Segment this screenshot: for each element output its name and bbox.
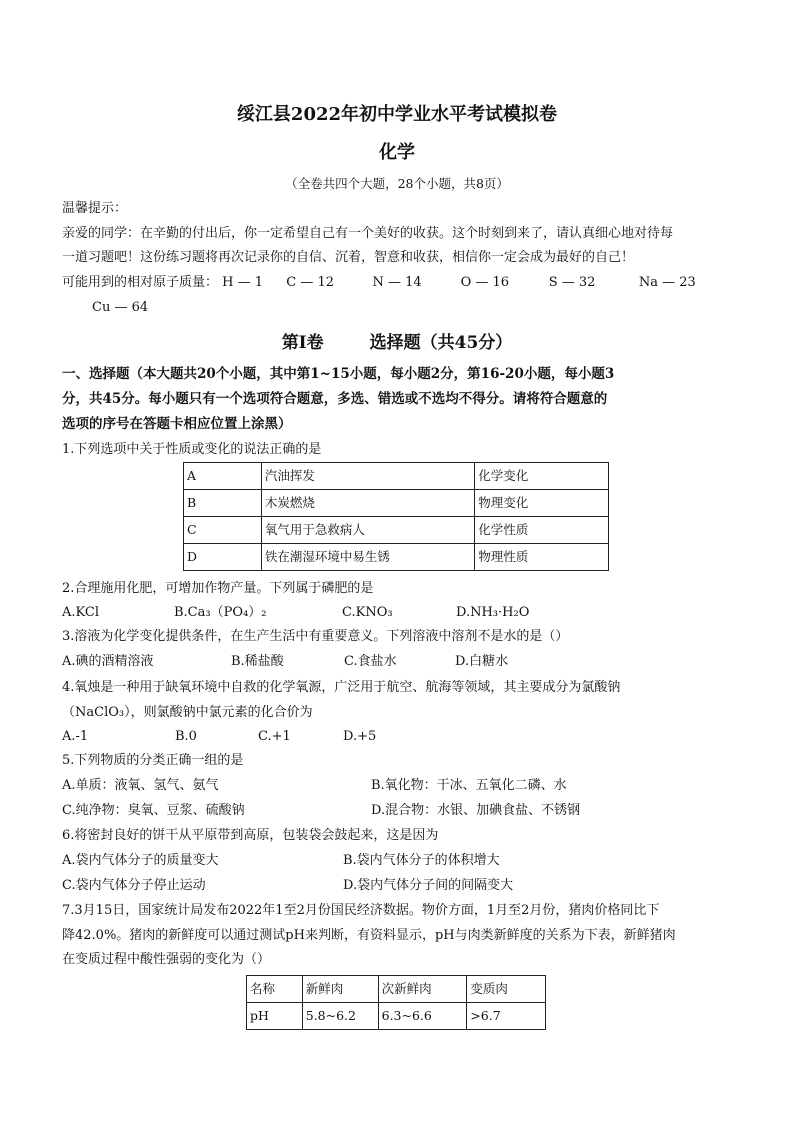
q1-option-item: 木炭燃烧 — [261, 490, 474, 517]
table-cell: pH — [247, 1003, 303, 1030]
q7-stem-2: 降42.0%。猪肉的新鲜度可以通过测试pH来判断，有资料显示，pH与肉类新鲜度的关系为下表，新鲜猪肉 — [62, 928, 676, 943]
instruction-line-2: 分，共45分。每小题只有一个选项符合题意，多选、错选或不选均不得分。请将符合题意的 — [62, 391, 608, 407]
q2-option-c: C.KNO₃ — [342, 605, 393, 620]
q1-option-type: 物理变化 — [475, 490, 609, 517]
q1-table — [183, 462, 609, 571]
mass-n: N — 14 — [372, 275, 422, 290]
table-row — [184, 490, 609, 517]
q5-option-c: C.纯净物：臭氧、豆浆、硫酸钠 — [62, 803, 245, 818]
section-name: 选择题（共45分） — [369, 333, 513, 353]
table-header-cell: 新鲜肉 — [302, 976, 378, 1003]
table-header-cell: 名称 — [247, 976, 303, 1003]
mass-cu: Cu — 64 — [92, 300, 149, 315]
q4-option-b: B.0 — [175, 729, 197, 744]
instruction-line-1: 一、选择题（本大题共20个小题，其中第1~15小题，每小题2分，第16-20小题，每小题3 — [62, 366, 615, 382]
table-cell: >6.7 — [467, 1003, 546, 1030]
q5-option-a: A.单质：液氧、氢气、氨气 — [62, 778, 219, 793]
atomic-mass-line — [62, 273, 696, 293]
q1-option-item: 铁在潮湿环境中易生锈 — [261, 544, 474, 571]
table-row — [247, 976, 546, 1003]
q2-option-d: D.NH₃·H₂O — [456, 605, 530, 620]
mass-s: S — 32 — [548, 275, 596, 290]
table-cell: 6.3~6.6 — [378, 1003, 467, 1030]
q1-option-type: 化学性质 — [475, 517, 609, 544]
section-heading — [0, 328, 794, 353]
q7-ph-table — [246, 975, 546, 1030]
mass-o: O — 16 — [460, 275, 510, 290]
table-row — [184, 463, 609, 490]
q4-stem-2: （NaClO₃），则氯酸钠中氯元素的化合价为 — [62, 705, 313, 720]
q1-option-type: 化学变化 — [475, 463, 609, 490]
mass-c: C — 12 — [286, 275, 335, 290]
q4-stem-1: 4.氧烛是一种用于缺氧环境中自救的化学氧源，广泛用于航空、航海等领域，其主要成分为氯酸钠 — [62, 680, 621, 695]
exam-title: 绥江县2022年初中学业水平考试模拟卷 — [236, 104, 558, 125]
q4-option-c: C.+1 — [258, 729, 291, 744]
q3-stem: 3.溶液为化学变化提供条件，在生产生活中有重要意义。下列溶液中溶剂不是水的是（） — [62, 629, 569, 644]
q6-option-b: B.袋内气体分子的体积增大 — [343, 853, 500, 868]
q3-option-c: C.食盐水 — [344, 654, 397, 669]
tips-label: 温馨提示： — [62, 201, 128, 216]
q6-option-c: C.袋内气体分子停止运动 — [62, 878, 206, 893]
table-header-cell: 变质肉 — [467, 976, 546, 1003]
q4-option-d: D.+5 — [343, 729, 377, 744]
q4-option-a: A.-1 — [62, 729, 89, 744]
q5-option-b: B.氧化物：干冰、五氧化二磷、水 — [371, 778, 567, 793]
q1-option-letter: A — [184, 463, 262, 490]
q7-stem-3: 在变质过程中酸性强弱的变化为（） — [62, 952, 271, 967]
table-row — [247, 1003, 546, 1030]
q6-option-d: D.袋内气体分子间的间隔变大 — [343, 878, 514, 893]
q1-option-letter: D — [184, 544, 262, 571]
q7-stem-1: 7.3月15日，国家统计局发布2022年1至2月份国民经济数据。物价方面，1月至2月份，猪肉价格同比下 — [62, 903, 660, 918]
tips-line-1: 亲爱的同学：在辛勤的付出后，你一定希望自己有一个美好的收获。这个时刻到来了，请认真细心地对待每 — [62, 226, 674, 241]
table-header-cell: 次新鲜肉 — [378, 976, 467, 1003]
subject-title: 化学 — [379, 142, 415, 163]
q3-option-a: A.碘的酒精溶液 — [62, 654, 154, 669]
q1-option-letter: C — [184, 517, 262, 544]
tips-line-2: 一道习题吧！这份练习题将再次记录你的自信、沉着，智意和收获，相信你一定会成为最好的自己！ — [62, 250, 635, 265]
q1-option-item: 氧气用于急救病人 — [261, 517, 474, 544]
instruction-line-3: 选项的序号在答题卡相应位置上涂黑） — [62, 416, 292, 432]
mass-na: Na — 23 — [638, 275, 696, 290]
q2-option-b: B.Ca₃（PO₄）₂ — [174, 605, 267, 620]
q3-option-d: D.白糖水 — [455, 654, 509, 669]
section-part: 第Ⅰ卷 — [281, 333, 324, 353]
q2-stem: 2.合理施用化肥，可增加作物产量。下列属于磷肥的是 — [62, 581, 374, 596]
atomic-mass-label: 可能用到的相对原子质量： — [62, 275, 219, 290]
q1-stem: 1.下列选项中关于性质或变化的说法正确的是 — [62, 442, 322, 457]
q5-option-d: D.混合物：水银、加碘食盐、不锈钢 — [371, 803, 581, 818]
q6-stem: 6.将密封良好的饼干从平原带到高原，包装袋会鼓起来，这是因为 — [62, 828, 439, 843]
table-row — [184, 544, 609, 571]
q5-stem: 5.下列物质的分类正确一组的是 — [62, 753, 244, 768]
q6-option-a: A.袋内气体分子的质量变大 — [62, 853, 219, 868]
q3-option-b: B.稀盐酸 — [231, 654, 284, 669]
table-cell: 5.8~6.2 — [302, 1003, 378, 1030]
table-row — [184, 517, 609, 544]
q2-option-a: A.KCl — [62, 605, 99, 620]
mass-h: H — 1 — [222, 275, 264, 290]
exam-note: （全卷共四个大题，28个小题，共8页） — [285, 176, 509, 191]
q1-option-letter: B — [184, 490, 262, 517]
q1-option-item: 汽油挥发 — [261, 463, 474, 490]
q1-option-type: 物理性质 — [475, 544, 609, 571]
